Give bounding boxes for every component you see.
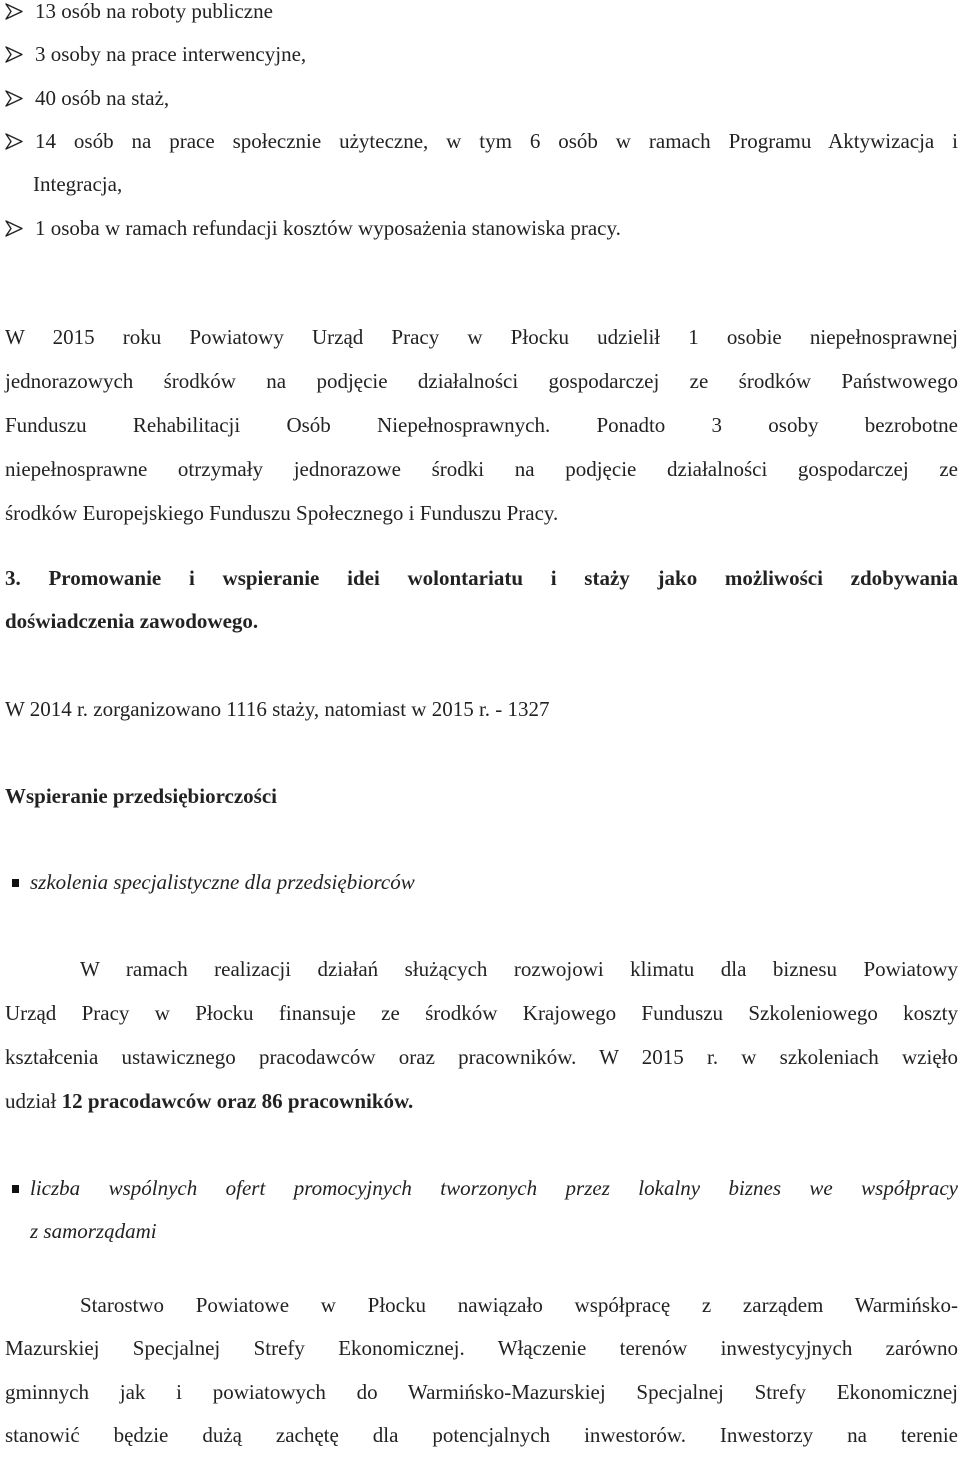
paragraph-line: kształcenia ustawicznego pracodawców oraz pracowników. W 2015 r. w szkoleniach wzięło [5, 1045, 958, 1069]
paragraph-line: udział 12 pracodawców oraz 86 pracowników. [5, 1089, 414, 1113]
square-bullet-icon [12, 1185, 19, 1193]
arrow-bullet-icon [5, 207, 27, 251]
list-item: 14 osób na prace społecznie użyteczne, w tym 6 osób w ramach Programu Aktywizacja i [5, 120, 958, 164]
paragraph-line: Starostwo Powiatowe w Płocku nawiązało współpracę z zarządem Warmińsko- [80, 1293, 958, 1317]
arrow-bullet-icon [5, 77, 27, 121]
list-item: 3 osoby na prace interwencyjne, [5, 33, 958, 77]
arrow-bullet-icon [5, 0, 27, 34]
stat-line: W 2014 r. zorganizowano 1116 staży, natomiast w 2015 r. - 1327 [5, 697, 550, 721]
paragraph-line: Mazurskiej Specjalnej Strefy Ekonomicznej. Włączenie terenów inwestycyjnych zarówno [5, 1336, 958, 1360]
arrow-bullet-icon [5, 33, 27, 77]
list-item: 40 osób na staż, [5, 77, 958, 121]
paragraph-line: stanowić będzie dużą zachętę dla potencjalnych inwestorów. Inwestorzy na terenie [5, 1423, 958, 1447]
list-item: liczba wspólnych ofert promocyjnych tworzonych przez lokalny biznes we współpracy [12, 1167, 958, 1211]
paragraph-line: środków Europejskiego Funduszu Społecznego i Funduszu Pracy. [5, 501, 559, 525]
section-title: Wspieranie przedsiębiorczości [5, 784, 277, 808]
list-item-continuation: Integracja, [33, 172, 123, 196]
list-item: szkolenia specjalistyczne dla przedsiębiorców [12, 861, 958, 905]
arrow-bullet-icon [5, 120, 27, 164]
square-bullet-icon [12, 879, 19, 887]
list-item-continuation: z samorządami [30, 1219, 157, 1243]
paragraph-line: Funduszu Rehabilitacji Osób Niepełnosprawnych. Ponadto 3 osoby bezrobotne [5, 413, 958, 437]
paragraph-line: Urząd Pracy w Płocku finansuje ze środków Krajowego Funduszu Szkoleniowego koszty [5, 1001, 958, 1025]
paragraph-line: niepełnosprawne otrzymały jednorazowe środki na podjęcie działalności gospodarczej ze [5, 457, 958, 481]
paragraph-line: W 2015 roku Powiatowy Urząd Pracy w Płocku udzielił 1 osobie niepełnosprawnej [5, 325, 958, 349]
section-heading: doświadczenia zawodowego. [5, 609, 259, 633]
paragraph-line: jednorazowych środków na podjęcie działalności gospodarczej ze środków Państwowego [5, 369, 958, 393]
section-heading: 3. Promowanie i wspieranie idei wolontariatu i staży jako możliwości zdobywania [5, 566, 958, 590]
paragraph-line: W ramach realizacji działań służących rozwojowi klimatu dla biznesu Powiatowy [80, 957, 958, 981]
list-item: 1 osoba w ramach refundacji kosztów wyposażenia stanowiska pracy. [5, 207, 958, 251]
highlight-figures: 12 pracodawców oraz 86 pracowników. [61, 1089, 414, 1113]
list-item: 13 osób na roboty publiczne [5, 0, 958, 34]
paragraph-line: gminnych jak i powiatowych do Warmińsko-Mazurskiej Specjalnej Strefy Ekonomicznej [5, 1380, 958, 1404]
